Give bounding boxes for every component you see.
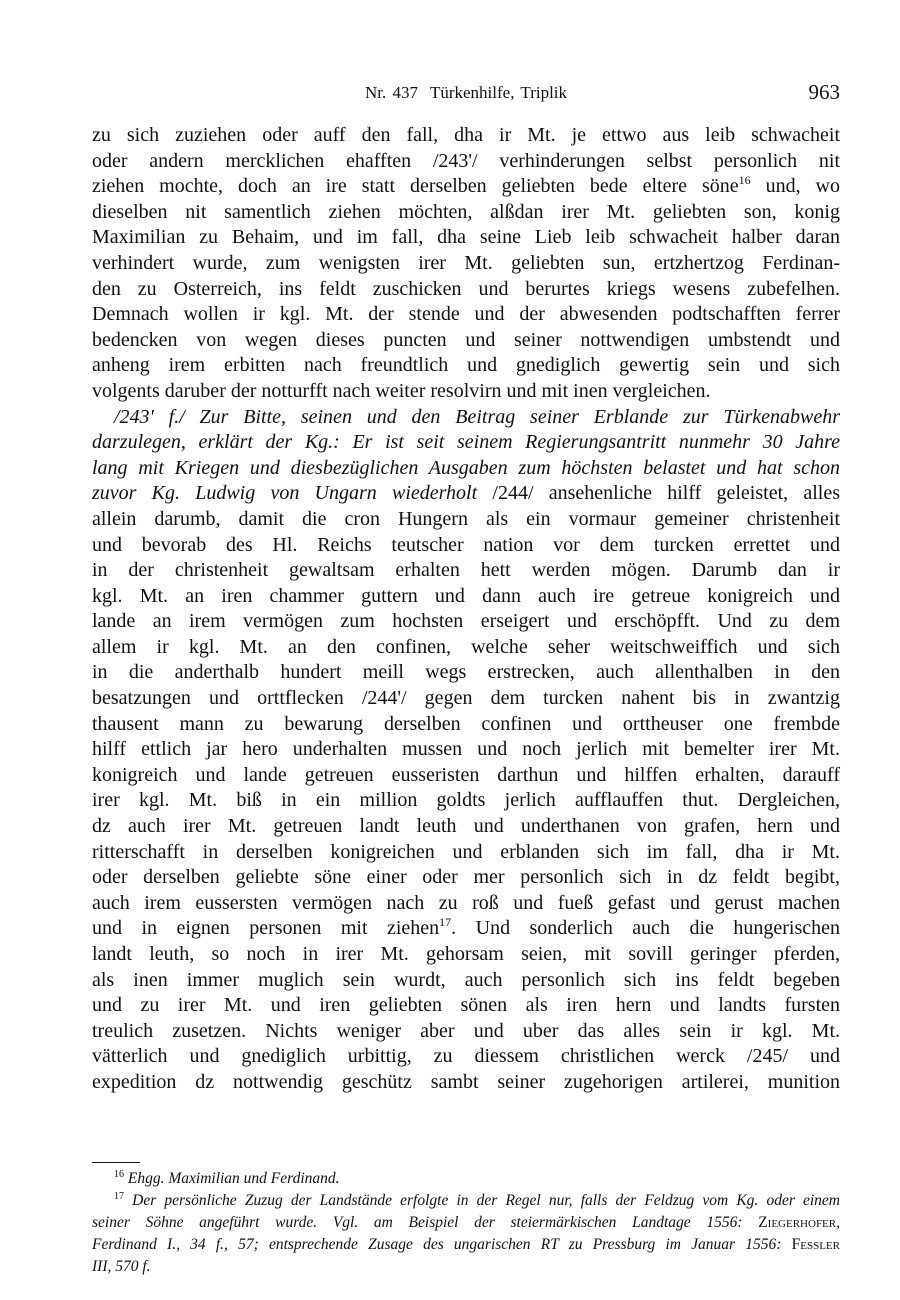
text-segment: besatzungen und orttflecken /244'/ gegen dem turcken nahent bis in zwantzig — [92, 687, 840, 710]
text-segment: Maximilian zu Behaim, und im fall, dha seine Lieb leib schwacheit halber daran — [92, 226, 840, 249]
author-name: Fessler — [791, 1236, 840, 1253]
document-number: Nr. 437 — [364, 83, 418, 102]
text-line — [92, 430, 840, 456]
text-segment: konigreich und lande getreuen eusseristen darthun und hilffen erhalten, darauff — [92, 763, 840, 786]
text-line — [92, 353, 840, 379]
text-segment: seiner Söhne angeführt wurde. Vgl. am Beispiel der steiermärkischen Landtage 1556: — [92, 1214, 759, 1231]
text-line — [92, 149, 840, 175]
text-line — [92, 916, 840, 942]
text-segment: darzulegen, erklärt der Kg.: Er ist seit seinem Regierungsantritt nunmehr 30 Jahre — [92, 431, 840, 454]
text-segment: zuvor Kg. Ludwig von Ungarn wiederholt — [92, 482, 493, 505]
text-segment: oder andern mercklichen ehafften /243'/ verhinderungen selbst personlich nit — [92, 149, 840, 172]
text-segment: , — [836, 1214, 840, 1231]
text-line — [92, 277, 840, 303]
text-segment: volgents daruber der notturfft nach weiter resolvirn und mit inen vergleichen. — [92, 379, 711, 402]
text-segment: ritterschafft in derselben konigreichen und erblanden sich im fall, dha ir Mt. — [92, 840, 840, 863]
text-segment: thausent mann zu bewarung derselben confinen und orttheuser one frembde — [92, 712, 840, 735]
footnotes — [92, 1168, 840, 1278]
footnote-line — [92, 1234, 840, 1256]
text-segment: und zu irer Mt. und iren geliebten sönen als iren hern und landts fursten — [92, 994, 840, 1017]
text-segment: allem ir kgl. Mt. an den confinen, welche seher weitschweiffich und sich — [92, 635, 840, 658]
text-line — [92, 788, 840, 814]
text-line — [92, 865, 840, 891]
text-line — [92, 200, 840, 226]
text-segment: in der christenheit gewaltsam erhalten hett werden mögen. Darumb dan ir — [92, 559, 840, 582]
main-text — [92, 123, 840, 1096]
text-segment: lande an irem vermögen zum hochsten erseigert und erschöpfft. Und zu dem — [92, 610, 840, 633]
footnote-line — [92, 1256, 840, 1278]
section-title: Türkenhilfe, Triplik — [429, 83, 568, 102]
text-segment: ziehen mochte, doch an ire statt derselben geliebten bede eltere söne — [92, 175, 739, 198]
text-line — [92, 328, 840, 354]
footnote-reference: 16 — [738, 173, 751, 188]
text-segment: vätterlich und gnediglich urbittig, zu diessem christlichen werck /245/ und — [92, 1045, 840, 1068]
text-line — [92, 456, 840, 482]
text-segment: dz auch irer Mt. getreuen landt leuth und underthanen von grafen, hern und — [92, 815, 840, 838]
text-segment: Demnach wollen ir kgl. Mt. der stende und der abwesenden podtschafften ferrer — [92, 303, 840, 326]
author-name: Ziegerhofer — [758, 1214, 837, 1231]
text-line — [92, 840, 840, 866]
text-segment: hilff ettlich jar hero underhalten mussen und noch jerlich mit bemelter irer Mt. — [92, 738, 840, 761]
text-segment: in die anderthalb hundert meill wegs erstrecken, auch allenthalben in den — [92, 661, 840, 684]
text-line — [92, 533, 840, 559]
running-title — [92, 83, 840, 103]
text-segment: oder derselben geliebte söne einer oder mer personlich sich in dz feldt begibt, — [92, 866, 840, 889]
footnote-reference: 16 — [114, 1169, 124, 1180]
footnote-line — [92, 1212, 840, 1234]
text-line — [92, 660, 840, 686]
footnote-line — [92, 1190, 840, 1212]
text-line — [92, 584, 840, 610]
text-segment: dieselben nit samentlich ziehen möchten, alßdan irer Mt. geliebten son, konig — [92, 200, 840, 223]
text-segment: III, 570 f. — [92, 1258, 151, 1275]
text-line — [92, 558, 840, 584]
text-line — [92, 174, 840, 200]
text-line — [92, 609, 840, 635]
text-line — [92, 891, 840, 917]
text-line — [92, 251, 840, 277]
page-number: 963 — [808, 80, 840, 104]
footnote-line — [92, 1168, 840, 1190]
text-segment: treulich zusetzen. Nichts weniger aber und uber das alles sein ir kgl. Mt. — [92, 1019, 840, 1042]
text-line — [92, 507, 840, 533]
text-line — [92, 968, 840, 994]
text-segment: landt leuth, so noch in irer Mt. gehorsam seien, mit sovill geringer pferden, — [92, 943, 840, 965]
text-segment: expedition dz nottwendig geschütz sambt seiner zugehorigen artilerei, munition — [92, 1070, 840, 1093]
text-segment: /244/ ansehenliche hilff geleistet, alles — [492, 482, 841, 505]
text-line — [92, 814, 840, 840]
text-segment: und in eignen personen mit ziehen — [92, 917, 440, 940]
text-segment: zu sich zuziehen oder auff den fall, dha ir Mt. je ettwo aus leib schwacheit — [92, 124, 840, 146]
text-segment: anheng irem erbitten nach freundtlich und gnediglich gewertig sein und sich — [92, 354, 840, 377]
text-segment: lang mit Kriegen und diesbezüglichen Ausgaben zum höchsten belastet und hat schon — [92, 456, 840, 479]
text-segment: bedencken von wegen dieses puncten und seiner nottwendigen umbstendt und — [92, 328, 840, 351]
text-line — [92, 635, 840, 661]
text-segment: auch irem eussersten vermögen nach zu roß und fueß gefast und gerust machen — [92, 891, 840, 914]
text-line — [92, 737, 840, 763]
text-segment: Ferdinand I., 34 f., 57; entsprechende Zusage des ungarischen RT zu Pressburg im Januar 1556: — [92, 1236, 792, 1253]
text-line — [92, 686, 840, 712]
text-line — [92, 405, 840, 431]
text-line — [92, 1070, 840, 1096]
text-line — [92, 763, 840, 789]
text-segment: . Und sonderlich auch die hungerischen — [451, 917, 840, 940]
footnote-reference: 17 — [114, 1191, 124, 1202]
text-line — [92, 379, 840, 405]
text-segment: den zu Osterreich, ins feldt zuschicken und berurtes kriegs wesens zubefelhen. — [92, 277, 840, 300]
text-segment: /243' f./ Zur Bitte, seinen und den Beitrag seiner Erblande zur Türkenabwehr — [114, 405, 840, 428]
text-segment: allein darumb, damit die cron Hungern als ein vormaur gemeiner christenheit — [92, 507, 840, 530]
text-segment: kgl. Mt. an iren chammer guttern und dann auch ire getreue konigreich und — [92, 584, 840, 607]
text-segment: verhindert wurde, zum wenigsten irer Mt. geliebten sun, ertzhertzog Ferdinan- — [92, 251, 840, 274]
text-segment: und, wo — [750, 175, 840, 198]
text-segment: Der persönliche Zuzug der Landstände erfolgte in der Regel nur, falls der Feldzug vom Kg. oder einem — [124, 1192, 840, 1209]
running-header — [92, 80, 840, 108]
text-line — [92, 481, 840, 507]
text-segment: Ehgg. Maximilian und Ferdinand. — [124, 1170, 340, 1187]
text-segment: und bevorab des Hl. Reichs teutscher nation vor dem turcken errettet und — [92, 533, 840, 556]
text-line — [92, 993, 840, 1019]
text-segment: irer kgl. Mt. biß in ein million goldts jerlich aufflauffen thut. Dergleichen, — [92, 789, 840, 812]
footnote-divider — [92, 1162, 140, 1163]
text-line — [92, 712, 840, 738]
text-segment: als inen immer muglich sein wurdt, auch personlich sich ins feldt begeben — [92, 968, 840, 991]
text-line — [92, 302, 840, 328]
text-line — [92, 1019, 840, 1045]
text-line — [92, 942, 840, 968]
footnote-reference: 17 — [439, 915, 452, 930]
text-line — [92, 1044, 840, 1070]
text-line — [92, 123, 840, 149]
text-line — [92, 225, 840, 251]
